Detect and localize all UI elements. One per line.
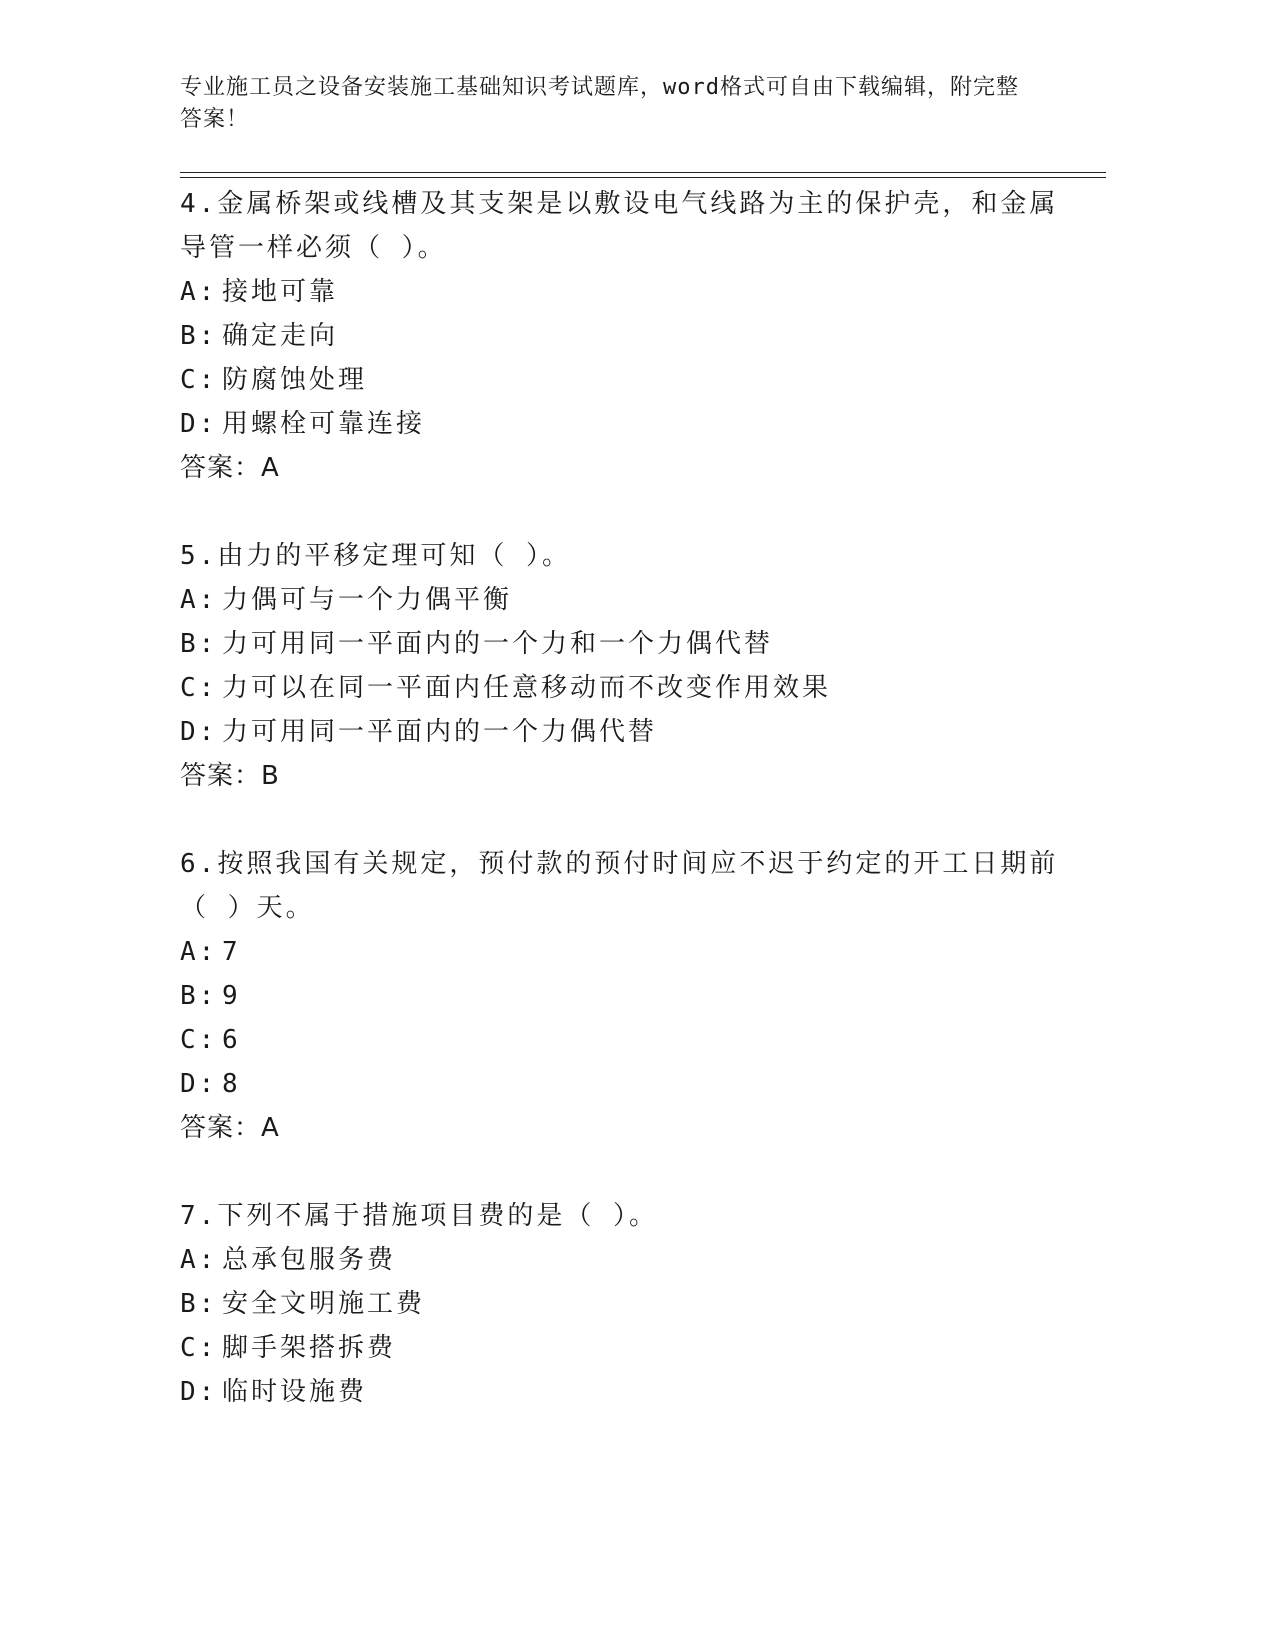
answer-line [180,754,1080,798]
option-letter: D: [180,717,218,747]
header-divider-bottom [180,177,1106,178]
option-b [180,622,1080,666]
option-text: 临时设施费 [222,1377,368,1407]
question-text: 金属桥架或线槽及其支架是以敷设电气线路为主的保护壳，和金属导管一样必须（ ）。 [180,189,1059,263]
option-a [180,270,1080,314]
question-list [180,182,1080,1458]
option-letter: A: [180,937,218,967]
option-letter: B: [180,321,218,351]
option-text: 用螺栓可靠连接 [222,409,426,439]
question-number: 5. [180,541,218,571]
option-text: 脚手架搭拆费 [222,1333,397,1363]
option-text: 力可用同一平面内的一个力偶代替 [222,717,658,747]
question-number: 7. [180,1201,218,1231]
question-stem [180,842,1080,930]
question-number: 6. [180,849,218,879]
option-c [180,1018,1080,1062]
answer-label: 答案： [180,761,262,791]
option-letter: C: [180,1333,218,1363]
option-text: 9 [222,981,241,1011]
option-letter: D: [180,409,218,439]
option-text: 8 [222,1069,241,1099]
document-header [180,72,1040,136]
option-d [180,402,1080,446]
option-b [180,314,1080,358]
question-number: 4. [180,189,218,219]
option-text: 力可用同一平面内的一个力和一个力偶代替 [222,629,774,659]
option-text: 力可以在同一平面内任意移动而不改变作用效果 [222,673,832,703]
option-d [180,710,1080,754]
option-d [180,1062,1080,1106]
option-b [180,974,1080,1018]
answer-value: A [261,453,280,483]
option-text: 安全文明施工费 [222,1289,426,1319]
option-letter: C: [180,365,218,395]
header-title: 专业施工员之设备安装施工基础知识考试题库，word格式可自由下载编辑，附完整答案！ [180,75,1019,132]
option-text: 7 [222,937,241,967]
option-text: 力偶可与一个力偶平衡 [222,585,513,615]
answer-line [180,1106,1080,1150]
answer-label: 答案： [180,1113,262,1143]
question-stem [180,1194,1080,1238]
option-letter: B: [180,629,218,659]
option-letter: D: [180,1377,218,1407]
question-5 [180,534,1080,798]
option-letter: A: [180,1245,218,1275]
question-6 [180,842,1080,1150]
option-text: 确定走向 [222,321,339,351]
answer-value: A [261,1113,280,1143]
option-d [180,1370,1080,1414]
option-a [180,1238,1080,1282]
question-text: 由力的平移定理可知（ ）。 [217,541,571,571]
answer-label: 答案： [180,453,262,483]
option-letter: C: [180,673,218,703]
question-7 [180,1194,1080,1414]
option-text: 防腐蚀处理 [222,365,368,395]
option-letter: D: [180,1069,218,1099]
option-letter: A: [180,585,218,615]
option-letter: C: [180,1025,218,1055]
question-stem [180,534,1080,578]
answer-line [180,446,1080,490]
option-text: 6 [222,1025,241,1055]
option-c [180,1326,1080,1370]
header-divider-top [180,172,1106,173]
option-a [180,930,1080,974]
question-text: 下列不属于措施项目费的是（ ）。 [217,1201,658,1231]
question-stem [180,182,1080,270]
question-4 [180,182,1080,490]
option-letter: A: [180,277,218,307]
option-b [180,1282,1080,1326]
option-a [180,578,1080,622]
option-c [180,358,1080,402]
question-text: 按照我国有关规定，预付款的预付时间应不迟于约定的开工日期前（ ）天。 [180,849,1059,923]
option-text: 接地可靠 [222,277,339,307]
option-letter: B: [180,1289,218,1319]
option-letter: B: [180,981,218,1011]
option-c [180,666,1080,710]
answer-value: B [261,761,280,791]
option-text: 总承包服务费 [222,1245,397,1275]
